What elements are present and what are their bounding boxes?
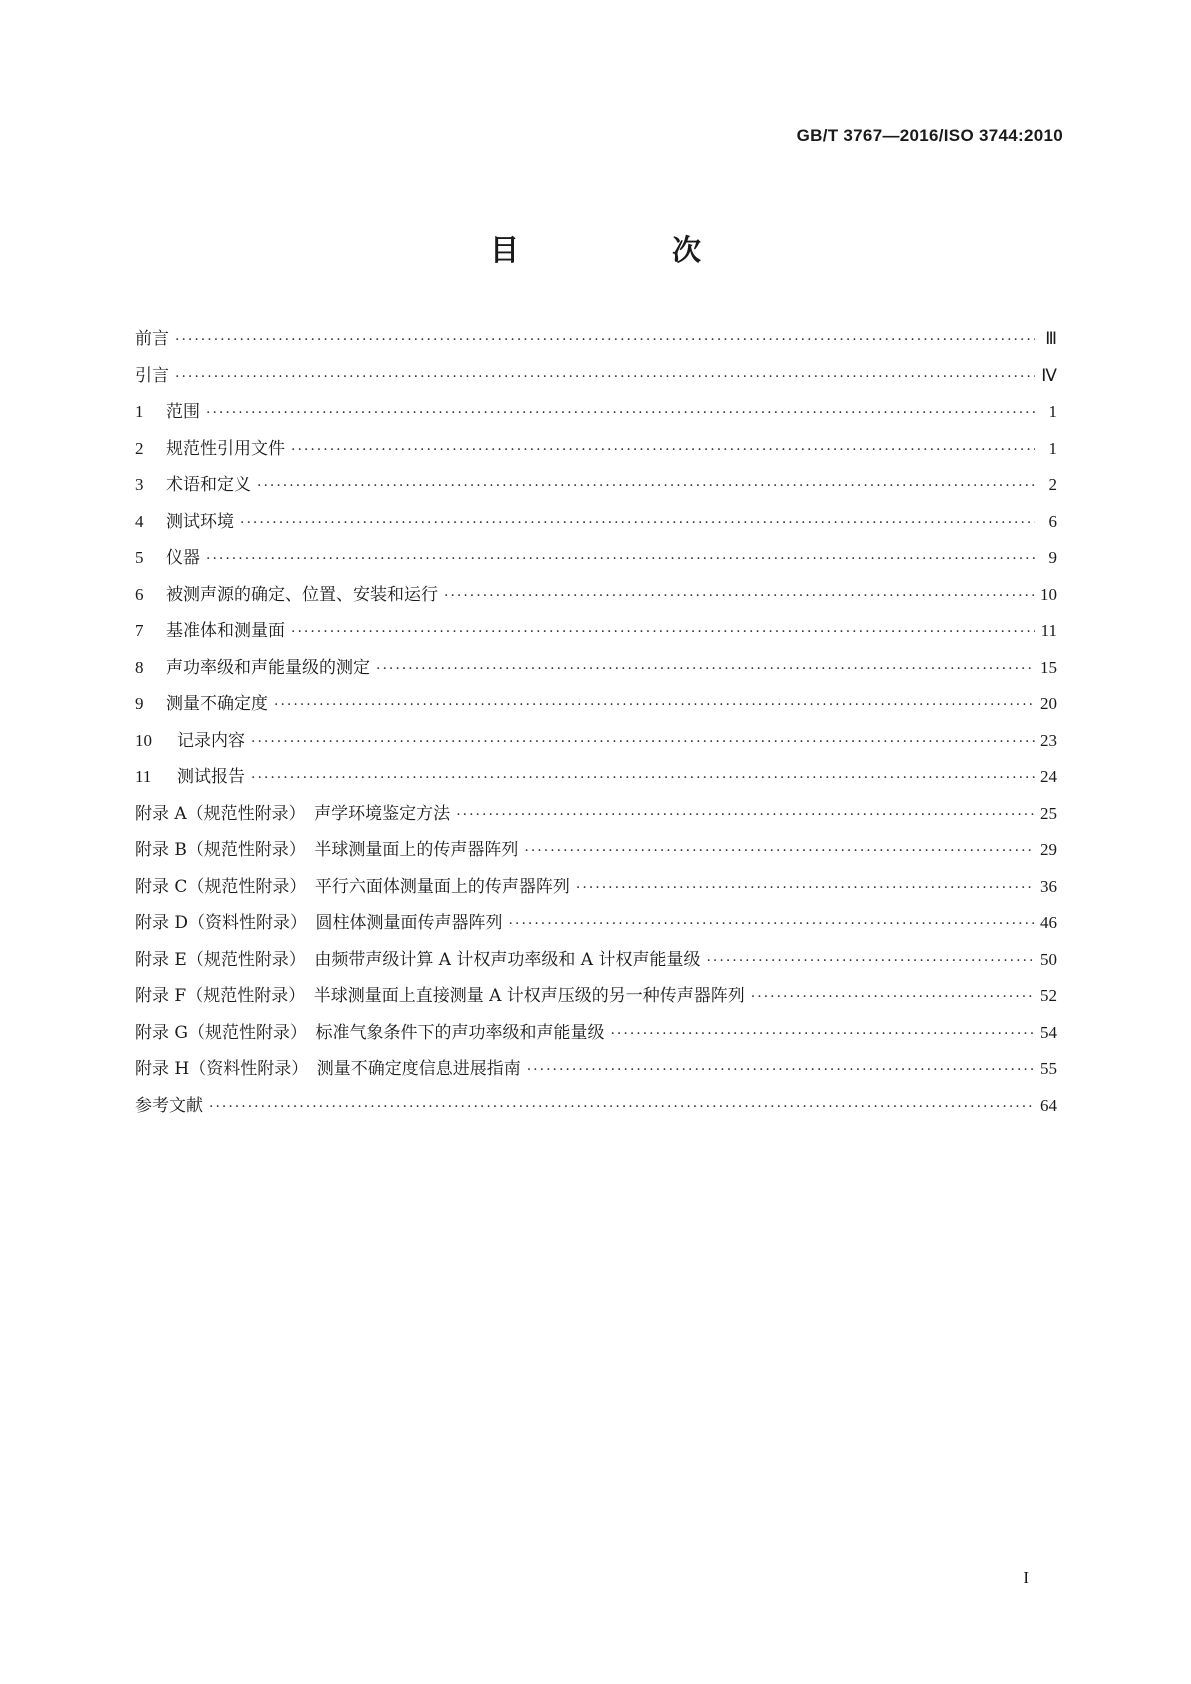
- toc-dot-leader: [257, 478, 1035, 494]
- toc-entry-page: 23: [1040, 730, 1057, 750]
- toc-dot-leader: [527, 1062, 1035, 1078]
- toc-entry[interactable]: [135, 616, 1057, 653]
- toc-entry[interactable]: [135, 1018, 1057, 1055]
- toc-entry-text: 前言: [135, 329, 169, 349]
- toc-dot-leader: [524, 843, 1035, 859]
- toc-entry-number: 3: [135, 475, 144, 494]
- toc-entry-page: 1: [1048, 438, 1057, 458]
- toc-dot-leader: [376, 661, 1035, 677]
- toc-entry-label: [135, 689, 268, 714]
- toc-entry-page: 11: [1040, 621, 1057, 640]
- toc-entry-number: 8: [135, 657, 144, 677]
- standard-code: GB/T 3767—2016/ISO 3744:2010: [796, 126, 1063, 145]
- toc-entry-text: 仪器: [166, 548, 200, 568]
- toc-entry-text: 附录 D（资料性附录） 圆柱体测量面传声器阵列: [135, 913, 503, 933]
- toc-entry-page: 54: [1040, 1022, 1057, 1042]
- toc-entry-page: 55: [1040, 1059, 1057, 1078]
- toc-entry-page: 25: [1040, 803, 1057, 823]
- toc-entry-text: 规范性引用文件: [166, 438, 285, 459]
- toc-entry-text: 基准体和测量面: [166, 621, 285, 641]
- toc-entry-label: [135, 1018, 604, 1043]
- toc-dot-leader: [175, 332, 1035, 348]
- toc-entry-text: 记录内容: [177, 730, 245, 751]
- toc-entry-label: [135, 872, 570, 897]
- toc-entry-text: 附录 C（规范性附录） 平行六面体测量面上的传声器阵列: [135, 876, 570, 897]
- toc-entry-text: 术语和定义: [166, 475, 251, 495]
- toc-entry-number: 7: [135, 621, 144, 640]
- toc-dot-leader: [251, 770, 1035, 786]
- toc-entry-label: [135, 799, 450, 824]
- toc-entry-page: 36: [1040, 876, 1057, 896]
- toc-entry[interactable]: [135, 1054, 1057, 1091]
- toc-entry[interactable]: [135, 507, 1057, 544]
- toc-entry[interactable]: [135, 835, 1057, 872]
- toc-entry-text: 参考文献: [135, 1095, 203, 1116]
- toc-dot-leader: [209, 1099, 1035, 1115]
- toc-entry[interactable]: [135, 324, 1057, 361]
- toc-entry-text: 引言: [135, 365, 169, 386]
- toc-entry[interactable]: [135, 543, 1057, 580]
- toc-entry-label: [135, 1091, 203, 1116]
- toc-entry-label: [135, 945, 700, 970]
- toc-entry-label: [135, 434, 285, 459]
- toc-entry-label: [135, 835, 518, 860]
- toc-dot-leader: [291, 624, 1035, 640]
- toc-entry-page: 46: [1040, 913, 1057, 932]
- toc-dot-leader: [456, 807, 1035, 823]
- toc-entry[interactable]: [135, 872, 1057, 909]
- toc-entry-page: 50: [1040, 949, 1057, 969]
- toc-entry-text: 附录 A（规范性附录） 声学环境鉴定方法: [135, 803, 451, 824]
- toc-entry-text: 附录 B（规范性附录） 半球测量面上的传声器阵列: [135, 840, 519, 860]
- toc-dot-leader: [610, 1026, 1035, 1042]
- toc-dot-leader: [291, 442, 1035, 458]
- toc-entry-number: 5: [135, 548, 144, 567]
- toc-entry-text: 测试环境: [166, 511, 234, 532]
- toc-dot-leader: [240, 515, 1035, 531]
- toc-dot-leader: [175, 369, 1035, 385]
- toc-entry-page: Ⅲ: [1045, 329, 1057, 348]
- toc-entry-label: [135, 397, 200, 422]
- toc-entry-text: 范围: [166, 402, 200, 422]
- toc-entry[interactable]: [135, 470, 1057, 507]
- toc-entry-page: 2: [1048, 475, 1057, 494]
- toc-entry[interactable]: [135, 580, 1057, 617]
- toc-entry-page: 6: [1048, 511, 1057, 531]
- toc-entry[interactable]: [135, 981, 1057, 1018]
- toc-entry-number: 6: [135, 584, 144, 604]
- toc-entry[interactable]: [135, 1091, 1057, 1128]
- toc-entry-text: 附录 F（规范性附录） 半球测量面上直接测量 A 计权声压级的另一种传声器阵列: [135, 986, 745, 1006]
- toc-entry[interactable]: [135, 361, 1057, 398]
- toc-entry-page: 9: [1048, 548, 1057, 567]
- toc-entry[interactable]: [135, 434, 1057, 471]
- toc-entry-page: 64: [1040, 1095, 1057, 1115]
- toc-entry-number: 1: [135, 402, 144, 421]
- toc-entry-label: [135, 507, 234, 532]
- toc-dot-leader: [274, 697, 1035, 713]
- toc-entry-text: 附录 G（规范性附录） 标准气象条件下的声功率级和声能量级: [135, 1022, 605, 1043]
- toc-entry[interactable]: [135, 653, 1057, 690]
- toc-entry-number: 9: [135, 694, 144, 713]
- toc-entry-page: 1: [1048, 402, 1057, 421]
- toc-entry-label: [135, 762, 245, 787]
- toc-dot-leader: [576, 880, 1035, 896]
- toc-entry-label: [135, 324, 169, 349]
- toc-entry-label: [135, 616, 285, 641]
- toc-entry[interactable]: [135, 726, 1057, 763]
- toc-entry-text: 附录 E（规范性附录） 由频带声级计算 A 计权声功率级和 A 计权声能量级: [135, 949, 701, 970]
- toc-entry-text: 被测声源的确定、位置、安装和运行: [166, 584, 438, 605]
- toc-dot-leader: [751, 989, 1035, 1005]
- toc-entry-label: [135, 580, 438, 605]
- toc-entry-page: Ⅳ: [1041, 365, 1057, 385]
- toc-dot-leader: [206, 405, 1035, 421]
- page-title: 目 次: [489, 233, 763, 267]
- toc-dot-leader: [206, 551, 1035, 567]
- toc-entry[interactable]: [135, 945, 1057, 982]
- toc-dot-leader: [509, 916, 1035, 932]
- toc-entry-number: 4: [135, 511, 144, 531]
- toc-entry-label: [135, 1054, 521, 1079]
- toc-entry[interactable]: [135, 689, 1057, 726]
- toc-entry-page: 24: [1040, 767, 1057, 786]
- toc-entry[interactable]: [135, 908, 1057, 945]
- toc-entry-page: 10: [1040, 584, 1057, 604]
- toc-dot-leader: [706, 953, 1035, 969]
- toc-dot-leader: [444, 588, 1035, 604]
- toc-entry[interactable]: [135, 397, 1057, 434]
- toc-entry-label: [135, 908, 503, 933]
- toc-entry-text: 测量不确定度: [166, 694, 268, 714]
- toc-entry-text: 声功率级和声能量级的测定: [166, 657, 370, 678]
- toc-entry-label: [135, 726, 245, 751]
- toc-entry-page: 15: [1040, 657, 1057, 677]
- toc-entry-label: [135, 361, 169, 386]
- table-of-contents: [135, 324, 1057, 1127]
- toc-entry-label: [135, 981, 745, 1006]
- toc-entry-page: 20: [1040, 694, 1057, 713]
- toc-entry-text: 测试报告: [177, 767, 245, 787]
- toc-entry-text: 附录 H（资料性附录） 测量不确定度信息进展指南: [135, 1059, 521, 1079]
- page-number: I: [1023, 1568, 1029, 1587]
- toc-entry-page: 52: [1040, 986, 1057, 1005]
- toc-entry-number: 11: [135, 767, 152, 786]
- toc-entry[interactable]: [135, 799, 1057, 836]
- toc-dot-leader: [251, 734, 1035, 750]
- toc-entry-page: 29: [1040, 840, 1057, 859]
- toc-entry-label: [135, 653, 370, 678]
- toc-entry-label: [135, 470, 251, 495]
- toc-entry-number: 10: [135, 730, 152, 750]
- toc-entry-number: 2: [135, 438, 144, 458]
- toc-entry-label: [135, 543, 200, 568]
- toc-entry[interactable]: [135, 762, 1057, 799]
